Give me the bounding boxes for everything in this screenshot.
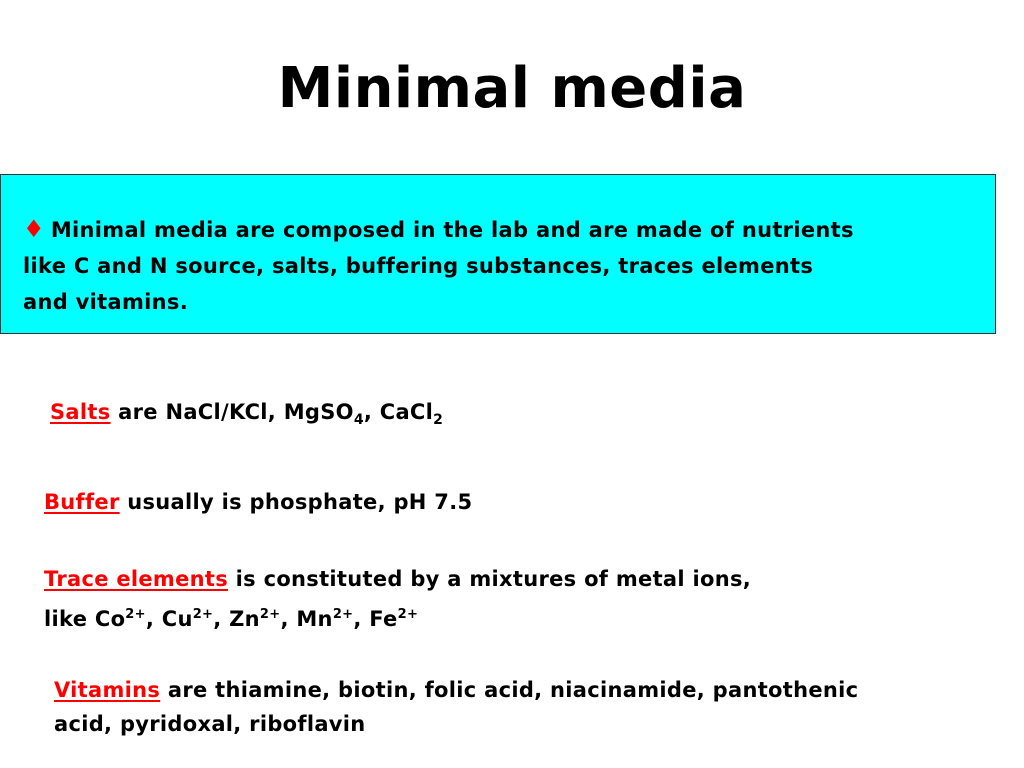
trace-elements-key: Trace elements	[44, 567, 229, 591]
vitamins-line-1: Vitamins are thiamine, biotin, folic acid, niacinamide, pantothenic	[54, 678, 859, 702]
trace-elements-line-2: like $Co^{2+}$, $Cu^{2+}$, $Zn^{2+}$, $Mn^{2+}$, $Fe^{2+}$	[44, 607, 419, 631]
slide-title: Minimal media	[277, 56, 747, 121]
definition-line-3: and vitamins.	[23, 290, 188, 314]
definition-text	[23, 211, 983, 320]
salts-key: Salts	[50, 400, 111, 424]
definition-line-1: ♦ Minimal media are composed in the lab and are made of nutrients	[23, 215, 854, 243]
definition-box	[0, 174, 996, 334]
trace-elements-line-1: Trace elements is constituted by a mixtures of metal ions,	[44, 567, 752, 591]
vitamins-key: Vitamins	[54, 678, 161, 702]
diamond-bullet-icon: ♦	[23, 215, 45, 243]
buffer-line: Buffer usually is phosphate, pH 7.5	[44, 490, 473, 514]
salts-line: Salts are NaCl/KCl, MgSO$_4$, CaCl$_2$	[50, 400, 444, 429]
vitamins-line-2: acid, pyridoxal, riboflavin	[54, 712, 366, 736]
buffer-key: Buffer	[44, 490, 120, 514]
definition-line-2: like C and N source, salts, buffering substances, traces elements	[23, 254, 814, 278]
